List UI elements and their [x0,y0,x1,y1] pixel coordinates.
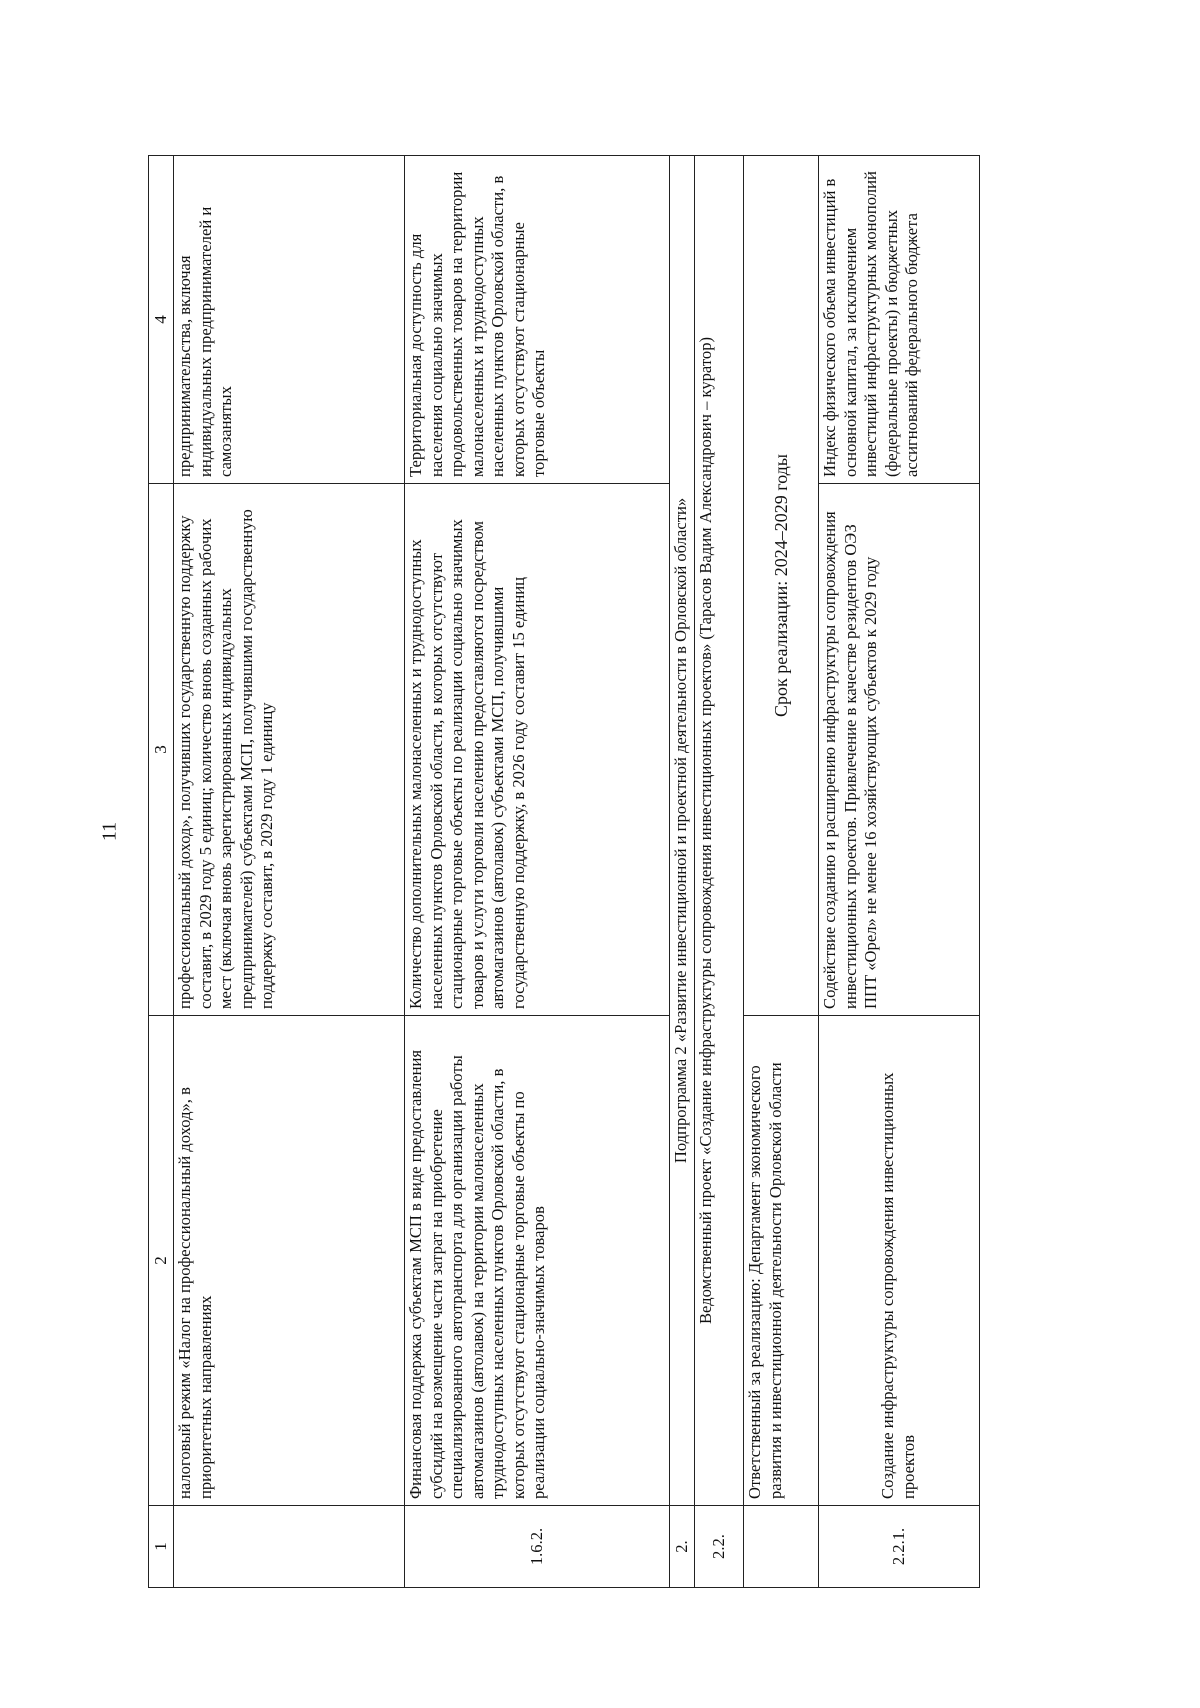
expected-result: Количество дополнительных малонаселенных и труднодоступных населенных пунктов Орловской области, в которых отсутствуют стационарные торговые объекты по реализации социально значимых товаров и услуги торговли населению предоставляются посредством автомагазинов (автолавок) субъектами МСП, получившими государственную поддержку, в 2026 году составит 15 единиц [405,484,670,1016]
rotated-table-container [148,156,1000,1588]
subprogram-title: Подпрограмма 2 «Развитие инвестиционной и проектной деятельности в Орловской области» [670,156,695,1506]
row-number [744,1506,819,1588]
indicator-link: Индекс физического объема инвестиций в основной капитал, за исключением инвестиций инфраструктурных монополий (федеральные проекты) и бюджетных ассигнований федерального бюджета [819,156,980,484]
row-number: 2.2. [695,1506,744,1588]
header-col-4: 4 [149,156,174,484]
row-number [174,1506,405,1588]
expected-result: Содействие созданию и расширению инфраструктуры сопровождения инвестиционных проектов. Привлечение в качестве резидентов ОЭЗ ППТ «Орел» не менее 16 хозяйствующих субъектов к 2029 году [819,484,980,1016]
measure-name: Создание инфраструктуры сопровождения инвестиционных проектов [819,1016,980,1506]
row-number: 1.6.2. [405,1506,670,1588]
indicator-link: Территориальная доступность для населения социально значимых продовольственных товаров на территории малонаселенных и труднодоступных населенных пунктов Орловской области, в которых отсутствуют стационарные торговые объекты [405,156,670,484]
table-row [174,156,405,1588]
row-number: 2. [670,1506,695,1588]
indicator-link: предпринимательства, включая индивидуальных предпринимателей и самозанятых [174,156,405,484]
measures-table [148,155,980,1588]
table-header-row [149,156,174,1588]
implementation-period: Срок реализации: 2024–2029 годы [744,156,819,1016]
expected-result: профессиональный доход», получивших государственную поддержку составит, в 2029 году 5 единиц; количество вновь созданных рабочих мест (включая вновь зарегистрированных индивидуальных предпринимателей) субъектами МСП, получившими государственную поддержку составит, в 2029 году 1 единицу [174,484,405,1016]
table-row [819,156,980,1588]
project-row [695,156,744,1588]
measure-name: налоговый режим «Налог на профессиональный доход», в приоритетных направлениях [174,1016,405,1506]
subprogram-row [670,156,695,1588]
measure-name: Финансовая поддержка субъектам МСП в виде предоставления субсидий на возмещение части затрат на приобретение специализированного автотранспорта для организации работы автомагазинов (автолавок) на территории малонаселенных труднодоступных населенных пунктов Орловской области, в которых отсутствуют стационарные торговые объекты по реализации социально-значимых товаров [405,1016,670,1506]
table-row [405,156,670,1588]
header-col-3: 3 [149,484,174,1016]
project-title: Ведомственный проект «Создание инфраструктуры сопровождения инвестиционных проектов» (Тарасов Вадим Александрович – куратор) [695,156,744,1506]
row-number: 2.2.1. [819,1506,980,1588]
responsible-row [744,156,819,1588]
page-number: 11 [98,821,121,842]
header-col-1: 1 [149,1506,174,1588]
header-col-2: 2 [149,1016,174,1506]
responsible-text: Ответственный за реализацию: Департамент экономического развития и инвестиционной деятельности Орловской области [744,1016,819,1506]
